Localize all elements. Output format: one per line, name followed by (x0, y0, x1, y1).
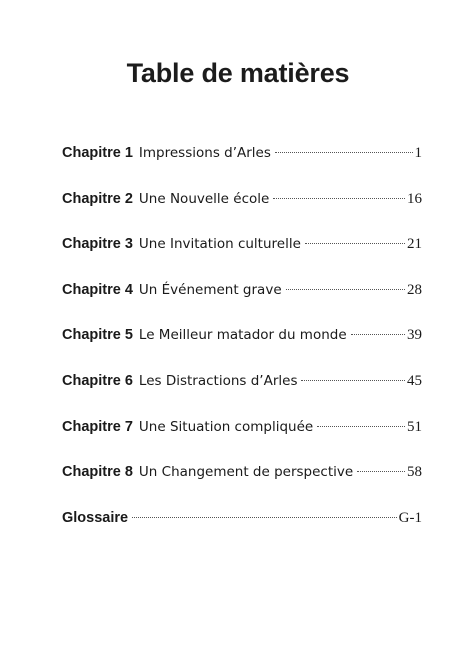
page-number: 39 (407, 327, 422, 344)
page-number: 21 (407, 236, 422, 253)
chapter-title: Une Situation compliquée (138, 418, 314, 435)
dot-leader (351, 334, 405, 335)
chapter-label: Chapitre 5 (62, 327, 133, 344)
dot-leader (132, 517, 397, 518)
chapter-title: Un Changement de perspective (138, 464, 354, 481)
chapter-label: Chapitre 4 (62, 281, 133, 298)
chapter-title: Un Événement grave (138, 281, 282, 298)
dot-leader (275, 152, 413, 153)
dot-leader (286, 289, 405, 290)
chapter-title: Une Invitation culturelle (138, 236, 301, 253)
dot-leader (273, 198, 405, 199)
toc-entry-chapter-6 (62, 373, 422, 419)
chapter-title: Les Distractions d’Arles (138, 372, 298, 389)
toc-entry-chapter-3 (62, 236, 422, 282)
dot-leader (305, 243, 405, 244)
toc-entry-chapter-7 (62, 419, 422, 465)
chapter-label: Chapitre 1 (62, 145, 133, 161)
dot-leader (301, 380, 405, 381)
toc-entry-chapter-8 (62, 464, 422, 510)
page-number: 1 (414, 145, 422, 161)
dot-leader (317, 426, 405, 427)
table-of-contents (62, 145, 422, 555)
toc-entry-chapter-1 (62, 145, 422, 191)
toc-entry-chapter-5 (62, 327, 422, 373)
chapter-title: Impressions d’Arles (138, 145, 271, 161)
chapter-label: Chapitre 3 (62, 236, 133, 253)
chapter-label: Chapitre 7 (62, 418, 133, 435)
glossary-label: Glossaire (62, 509, 129, 526)
chapter-label: Chapitre 2 (62, 190, 133, 207)
page-number: 51 (407, 418, 422, 435)
page-number: G-1 (398, 509, 422, 526)
page-number: 58 (407, 464, 422, 481)
page-title: Table de matières (126, 58, 350, 88)
page-number: 28 (407, 281, 422, 298)
toc-entry-chapter-4 (62, 282, 422, 328)
toc-entry-chapter-2 (62, 191, 422, 237)
page-number: 16 (407, 190, 422, 207)
chapter-label: Chapitre 6 (62, 372, 133, 389)
toc-entry-glossary (62, 510, 422, 556)
page-number: 45 (407, 372, 422, 389)
dot-leader (357, 471, 405, 472)
chapter-label: Chapitre 8 (62, 464, 133, 481)
chapter-title: Une Nouvelle école (138, 190, 270, 207)
chapter-title: Le Meilleur matador du monde (138, 327, 347, 344)
